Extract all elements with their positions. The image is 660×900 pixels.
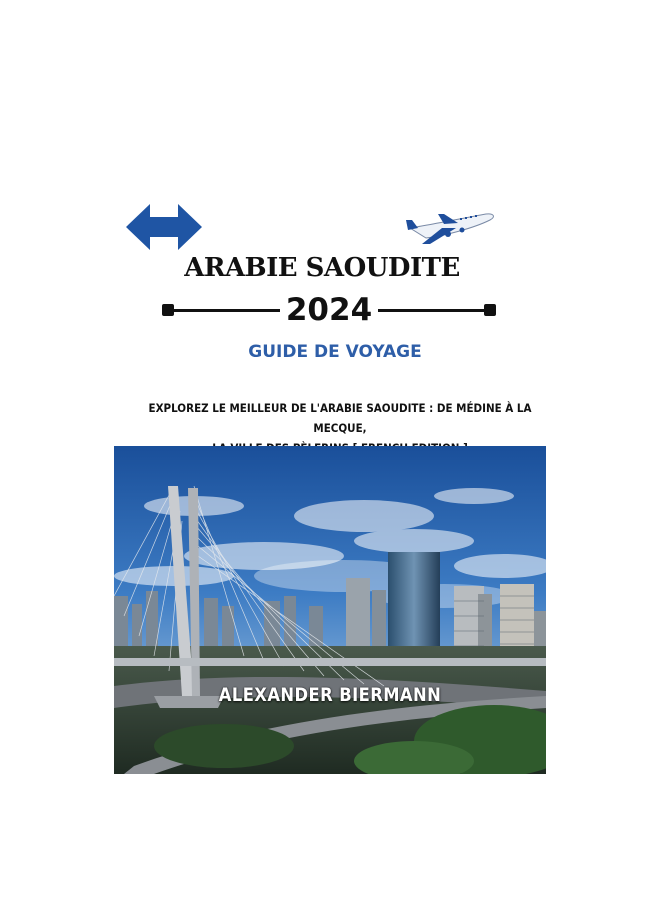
double-arrow-icon	[126, 202, 202, 252]
airplane-icon	[404, 206, 496, 246]
divider-line-right	[378, 309, 488, 312]
divider-dot-right	[484, 304, 496, 316]
cover-photo-city-bridge	[114, 446, 546, 774]
year-divider	[162, 292, 496, 328]
book-author: ALEXANDER BIERMANN	[218, 684, 442, 706]
book-subtitle: GUIDE DE VOYAGE	[248, 342, 422, 362]
book-year: 2024	[285, 292, 373, 328]
book-title: ARABIE SAOUDITE	[184, 253, 460, 283]
tagline-line-1: EXPLOREZ LE MEILLEUR DE L'ARABIE SAOUDITE : DE MÉDINE À LA MECQUE,	[148, 401, 532, 435]
